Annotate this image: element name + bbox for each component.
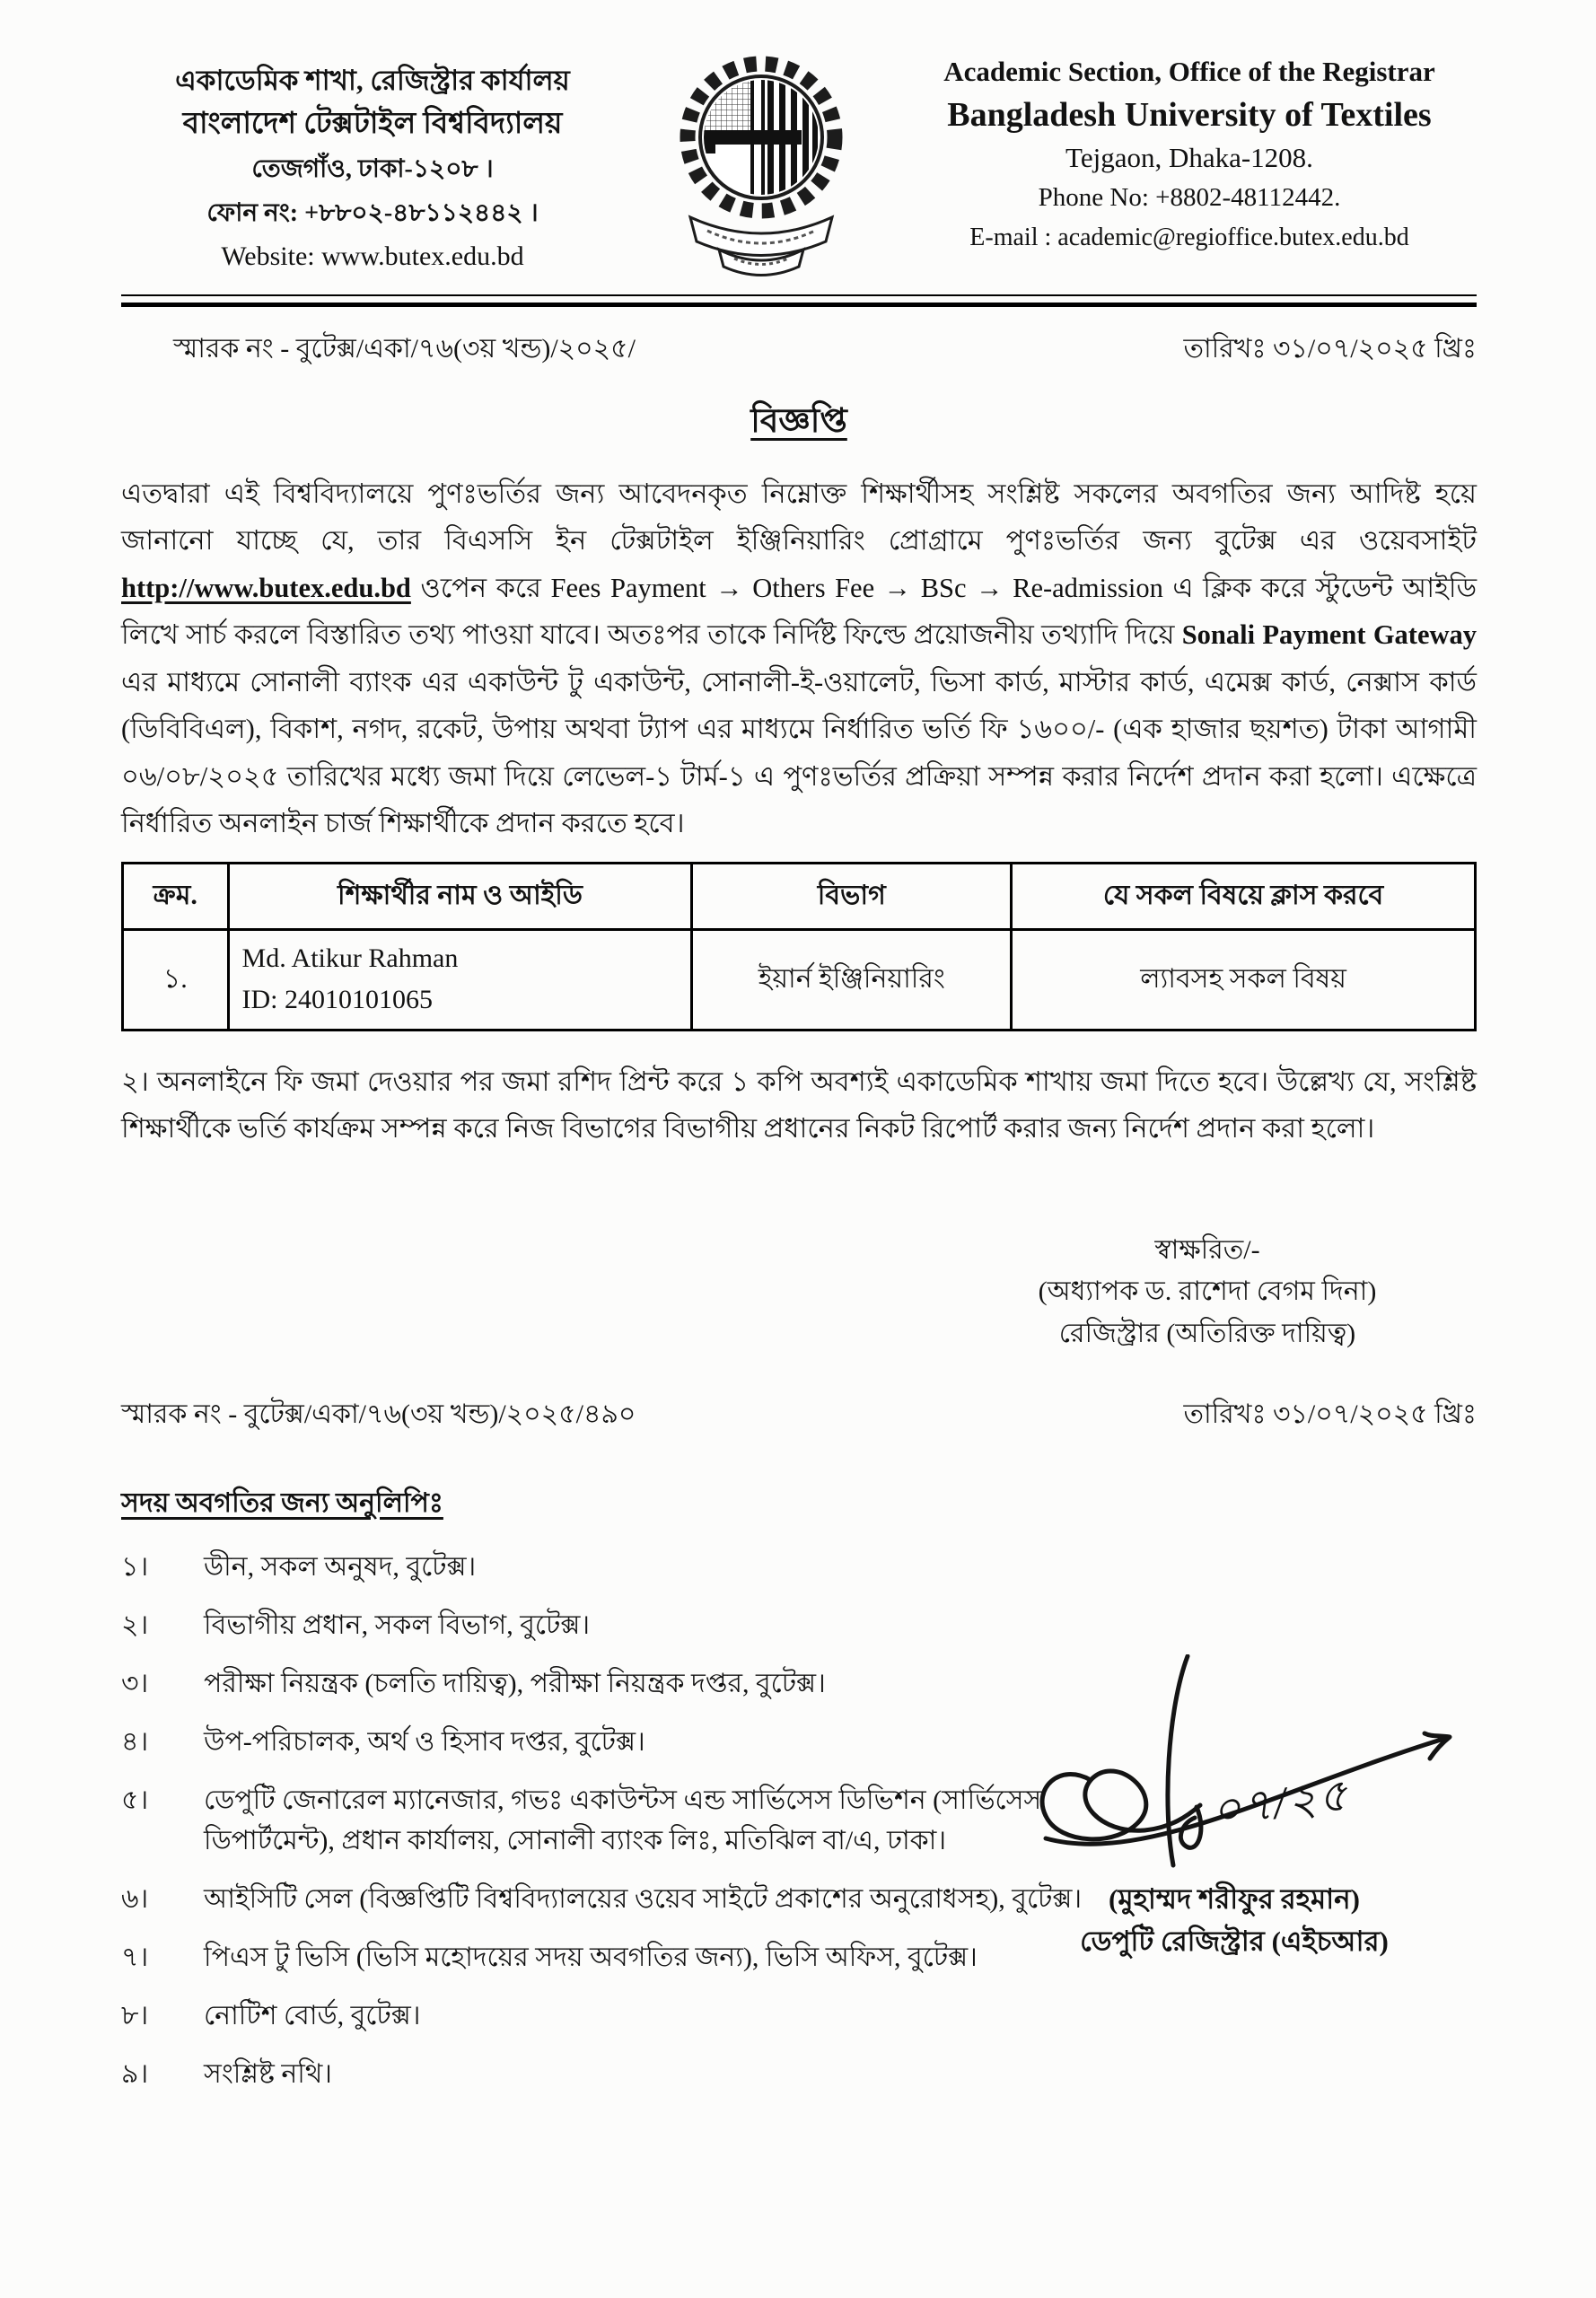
list-item — [121, 2054, 1144, 2094]
letterhead-bangla-block — [121, 39, 624, 278]
org-website: Website: www.butex.edu.bd — [221, 241, 524, 271]
item-serial: ৭। — [121, 1943, 149, 1973]
cell-department: ইয়ার্ন ইঞ্জিনিয়ারিং — [692, 929, 1012, 1030]
cell-subjects: ল্যাবসহ সকল বিষয় — [1012, 929, 1476, 1030]
registrar-designation: রেজিস্ট্রার (অতিরিক্ত দায়িত্ব) — [1058, 1318, 1356, 1348]
memo-date-2: তারিখঃ ৩১/০৭/২০২৫ খ্রিঃ — [1183, 1399, 1477, 1430]
item-text: বিভাগীয় প্রধান, সকল বিভাগ, বুটেক্স। — [204, 1610, 591, 1641]
org-address-en: Tejgaon, Dhaka-1208. — [1065, 142, 1313, 174]
letterhead — [121, 39, 1477, 285]
org-name-bn: বাংলাদেশ টেক্সটাইল বিশ্ববিদ্যালয় — [182, 108, 563, 141]
item-serial: ৯। — [121, 2059, 149, 2090]
website-link-text: http://www.butex.edu.bd — [121, 572, 411, 603]
item-serial: ২। — [121, 1610, 149, 1641]
butex-emblem-icon — [667, 45, 859, 285]
list-item — [121, 1605, 1144, 1645]
para1-text-c: এ ক্লিক করে স্টুডেন্ট আইডি লিখে সার্চ করলে বিস্তারিত তথ্য পাওয়া যাবে। অতঃপর তাকে নির্দিষ্ট ফিল্ডে প্রয়োজনীয় তথ্যাদি দিয়ে — [121, 572, 1478, 651]
para1-text-d: এর মাধ্যমে সোনালী ব্যাংক এর একাউন্ট টু একাউন্ট, সোনালী-ই-ওয়ালেট, ভিসা কার্ড, মাস্টার কার্ড, এমেক্স কার্ড, নেক্সাস কার্ড (ডিবিবিএল), বিকাশ, নগদ, রকেট, উপায় অথবা ট্যাপ এর মাধ্যমে নির্ধারিত ভর্তি ফি ১৬০০/- (এক হাজার ছয়শত) টাকা আগামী ০৬/০৮/২০২৫ তারিখের মধ্যে জমা দিয়ে লেভেল-১ টার্ম-১ এ পুণঃভর্তির প্রক্রিয়া সম্পন্ন করার নির্দেশ প্রদান করা হলো। এক্ষেত্রে নির্ধারিত অনলাইন চার্জ শিক্ষার্থীকে প্রদান করতে হবে। — [121, 666, 1477, 839]
item-text: সংশ্লিষ্ট নথি। — [204, 2059, 333, 2090]
item-serial: ৩। — [121, 1669, 149, 1699]
page-title: বিজ্ঞপ্তি — [750, 403, 847, 440]
item-serial: ১। — [121, 1552, 149, 1583]
item-serial: ৫। — [121, 1785, 149, 1816]
registrar-name: (অধ্যাপক ড. রাশেদা বেগম দিনা) — [1038, 1276, 1377, 1307]
fees-navigation-path: Fees Payment → Others Fee → BSc → Re-admission — [550, 572, 1163, 603]
col-header-subjects: যে সকল বিষয়ে ক্লাস করবে — [1012, 863, 1476, 929]
col-header-serial: ক্রম. — [123, 863, 229, 929]
handwritten-date: ০৭/২৫ — [1208, 1768, 1353, 1837]
distribution-heading: সদয় অবগতির জন্য অনুলিপিঃ — [121, 1488, 443, 1519]
memo-date-1: তারিখঃ ৩১/০৭/২০২৫ খ্রিঃ — [1183, 334, 1477, 364]
item-text: আইসিটি সেল (বিজ্ঞপ্তিটি বিশ্ববিদ্যালয়ের ওয়েব সাইটে প্রকাশের অনুরোধসহ), বুটেক্স। — [204, 1884, 1083, 1915]
payment-gateway-name: Sonali Payment Gateway — [1181, 619, 1478, 651]
org-email: E-mail : academic@regioffice.butex.edu.bd — [969, 223, 1409, 251]
header-divider — [121, 294, 1477, 307]
org-name-en: Bangladesh University of Textiles — [947, 95, 1432, 134]
deputy-registrar-designation: ডেপুটি রেজিস্ট্রার (এইচআর) — [1080, 1925, 1389, 1957]
signature-block-registrar — [121, 1230, 1477, 1355]
student-table — [121, 862, 1477, 1031]
item-text: পিএস টু ভিসি (ভিসি মহোদয়ের সদয় অবগতির জন্য), ভিসি অফিস, বুটেক্স। — [204, 1943, 978, 1973]
handwritten-signature — [983, 1654, 1486, 1879]
item-text: নোটিশ বোর্ড, বুটেক্স। — [204, 2001, 421, 2031]
signature-block-deputy-registrar — [983, 1654, 1486, 1962]
body-paragraph-1 — [121, 470, 1477, 847]
org-address-bn: তেজগাঁও, ঢাকা-১২০৮ । — [251, 154, 494, 183]
item-serial: ৮। — [121, 2001, 149, 2031]
cell-name-id — [228, 929, 692, 1030]
para1-text-a: এতদ্বারা এই বিশ্ববিদ্যালয়ে পুণঃভর্তির জন্য আবেদনকৃত নিম্নোক্ত শিক্ষার্থীসহ সংশ্লিষ্ট সকলের অবগতির জন্য আদিষ্ট হয়ে জানানো যাচ্ছে যে, তার বিএসসি ইন টেক্সটাইল ইঞ্জিনিয়ারিং প্রোগ্রামে পুণঃভর্তির জন্য বুটেক্স এর ওয়েবসাইট — [121, 478, 1477, 557]
letterhead-english-block — [902, 39, 1477, 257]
student-name: Md. Atikur Rahman — [241, 943, 459, 973]
item-text: ডীন, সকল অনুষদ, বুটেক্স। — [204, 1552, 477, 1583]
memo-number-1: স্মারক নং - বুটেক্স/একা/৭৬(৩য় খন্ড)/২০২৫/ — [173, 334, 636, 364]
memo-row-2 — [121, 1392, 1477, 1438]
list-item — [121, 1547, 1144, 1587]
item-text: উপ-পরিচালক, অর্থ ও হিসাব দপ্তর, বুটেক্স। — [204, 1727, 645, 1758]
item-serial: ৪। — [121, 1727, 149, 1758]
col-header-name-id: শিক্ষার্থীর নাম ও আইডি — [228, 863, 692, 929]
item-text: পরীক্ষা নিয়ন্ত্রক (চলতি দায়িত্ব), পরীক্ষা নিয়ন্ত্রক দপ্তর, বুটেক্স। — [204, 1669, 826, 1699]
cell-serial: ১. — [123, 929, 229, 1030]
memo-number-2: স্মারক নং - বুটেক্স/একা/৭৬(৩য় খন্ড)/২০২৫/৪৯০ — [121, 1399, 636, 1430]
item-text: ডেপুটি জেনারেল ম্যানেজার, গভঃ একাউন্টস এন্ড সার্ভিসেস ডিভিশন (সার্ভিসেস ডিপার্টমেন্ট), প্রধান কার্যালয়, সোনালী ব্যাংক লিঃ, মতিঝিল বা/এ, ঢাকা। — [204, 1785, 1042, 1856]
table-header-row — [123, 863, 1476, 929]
org-phone-bn: ফোন নং: +৮৮০২-৪৮১১২৪৪২ । — [206, 198, 539, 227]
org-section-bn: একাডেমিক শাখা, রেজিস্ট্রার কার্যালয় — [175, 65, 570, 96]
distribution-list — [121, 1547, 1477, 2094]
col-header-department: বিভাগ — [692, 863, 1012, 929]
student-id: ID: 24010101065 — [241, 985, 434, 1015]
signed-label: স্বাক্ষরিত/- — [1154, 1234, 1260, 1265]
university-logo — [664, 39, 862, 285]
body-paragraph-2: ২। অনলাইনে ফি জমা দেওয়ার পর জমা রশিদ প্রিন্ট করে ১ কপি অবশ্যই একাডেমিক শাখায় জমা দিতে হবে। উল্লেখ্য যে, সংশ্লিষ্ট শিক্ষার্থীকে ভর্তি কার্যক্রম সম্পন্ন করে নিজ বিভাগের বিভাগীয় প্রধানের নিকট রিপোর্ট করার জন্য নির্দেশ প্রদান করা হলো। — [121, 1066, 1477, 1145]
item-serial: ৬। — [121, 1884, 149, 1915]
org-phone-en: Phone No: +8802-48112442. — [1038, 183, 1341, 213]
para1-text-b: ওপেন করে — [420, 572, 541, 603]
org-section-en: Academic Section, Office of the Registrar — [943, 56, 1435, 87]
deputy-registrar-name: (মুহাম্মদ শরীফুর রহমান) — [1109, 1883, 1360, 1916]
list-item — [121, 1995, 1144, 2036]
memo-row-1 — [121, 327, 1477, 373]
table-row — [123, 929, 1476, 1030]
